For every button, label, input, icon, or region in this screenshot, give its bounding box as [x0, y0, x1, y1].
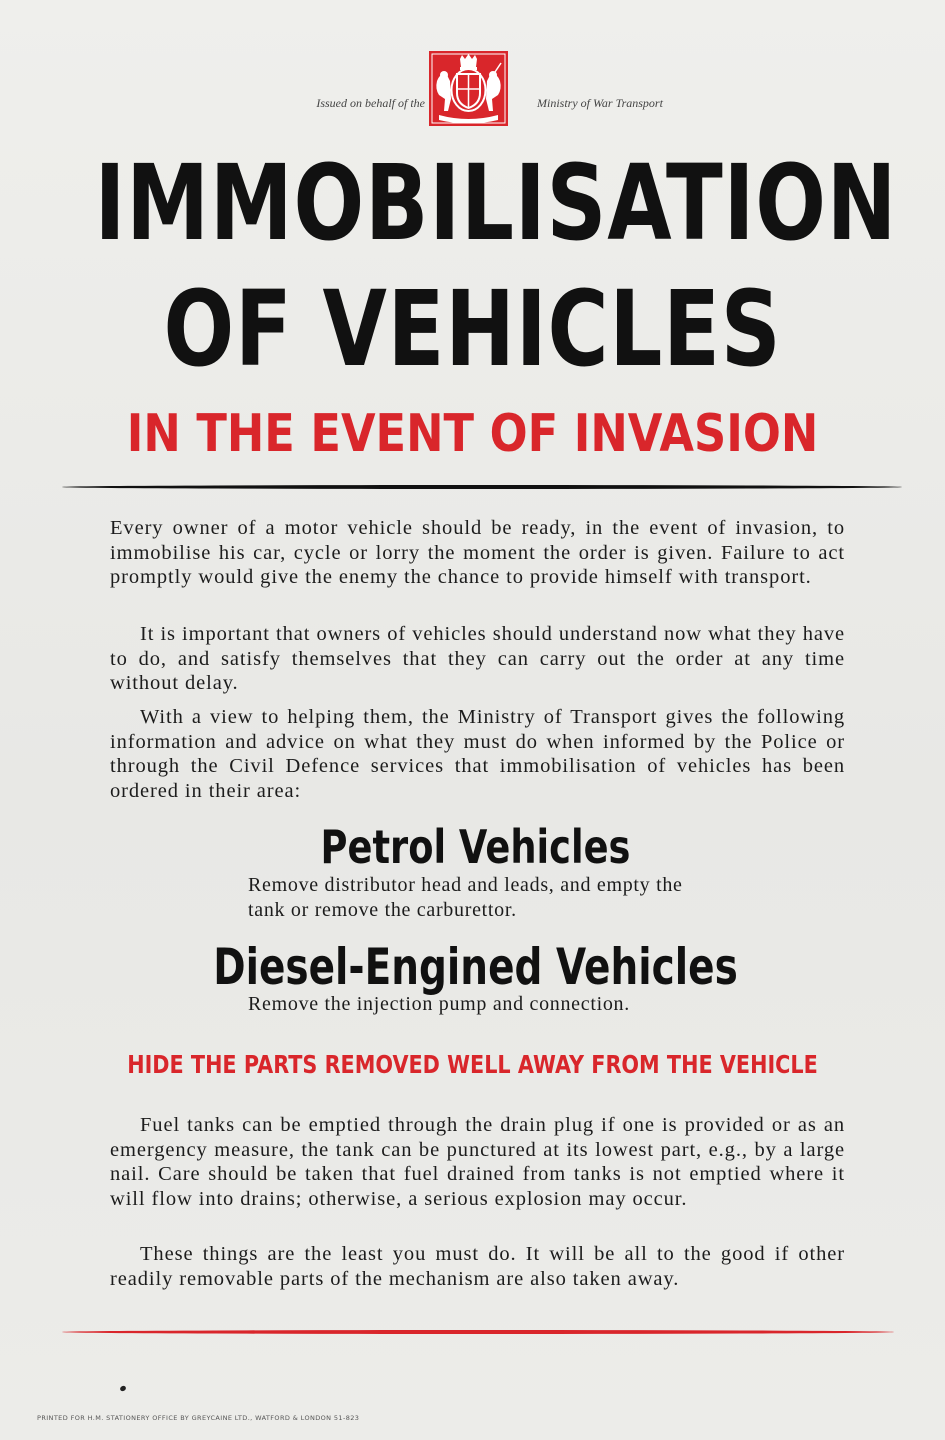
petrol-heading: Petrol Vehicles [320, 820, 631, 874]
royal-coat-of-arms-icon [429, 51, 508, 126]
paragraph-5: These things are the least you must do. It will be all to the good if other readily removable parts of the mechanism are also taken away. [110, 1243, 845, 1290]
paragraph-3: With a view to helping them, the Ministry of Transport gives the following information and advice on what they must do when informed by the Police or through the Civil Defence services that immobilisation of vehicles has been ordered in their area: [110, 706, 845, 802]
ink-speck [119, 1385, 127, 1392]
paragraph-4: Fuel tanks can be emptied through the drain plug if one is provided or as an emergency measure, the tank can be punctured at its lowest part, e.g., by a large nail. Care should be taken that fuel drained from tanks is not emptied where it will flow into drains; otherwise, a serious explosion may occur. [110, 1114, 845, 1210]
subtitle: IN THE EVENT OF INVASION [126, 404, 819, 464]
issued-left-text: Issued on behalf of the [316, 96, 425, 110]
issued-right-text: Ministry of War Transport [537, 96, 663, 110]
divider-red [62, 1330, 894, 1334]
divider-black [62, 485, 902, 489]
diesel-instructions: Remove the injection pump and connection. [248, 993, 630, 1015]
paragraph-2: It is important that owners of vehicles should understand now what they have to do, and satisfy themselves that they can carry out the order at any time without delay. [110, 623, 845, 694]
paragraph-1: Every owner of a motor vehicle should be ready, in the event of invasion, to immobilise his car, cycle or lorry the moment the order is given. Failure to act promptly would give the enemy the chance to provide himself with transport. [110, 517, 845, 588]
printer-imprint: PRINTED FOR H.M. STATIONERY OFFICE BY GREYCAINE LTD., WATFORD & LONDON 51-823 [37, 1414, 360, 1422]
warning-text: HIDE THE PARTS REMOVED WELL AWAY FROM THE VEHICLE [127, 1050, 818, 1079]
diesel-heading: Diesel-Engined Vehicles [213, 938, 738, 996]
petrol-instructions: Remove distributor head and leads, and empty the tank or remove the carburettor. [248, 874, 683, 921]
title-line-2: OF VEHICLES [163, 268, 782, 390]
title-line-1: IMMOBILISATION [94, 142, 898, 264]
